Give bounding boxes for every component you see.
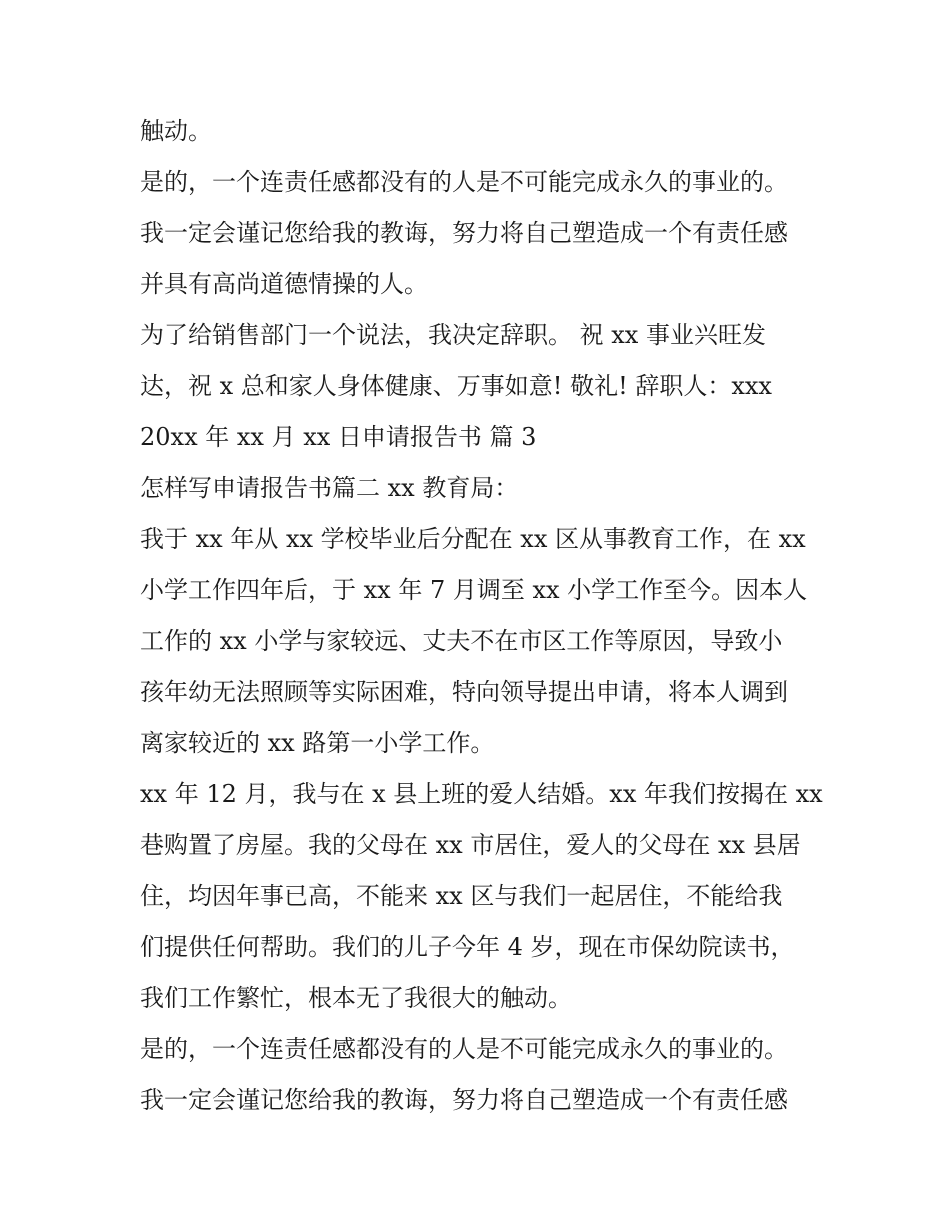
text-line: 20xx 年 xx 月 xx 日申请报告书 篇 3 (140, 423, 537, 451)
text-line: 我一定会谨记您给我的教诲，努力将自己塑造成一个有责任感 (140, 1086, 788, 1114)
text-line: xx 年 12 月，我与在 x 县上班的爱人结婚。xx 年我们按揭在 xx (140, 780, 823, 808)
text-line: 小学工作四年后，于 xx 年 7 月调至 xx 小学工作至今。因本人 (140, 576, 808, 604)
text-line: 孩年幼无法照顾等实际困难，特向领导提出申请，将本人调到 (140, 678, 788, 706)
text-line: 巷购置了房屋。我的父母在 xx 市居住，爱人的父母在 xx 县居 (140, 831, 801, 859)
text-line: 达，祝 x 总和家人身体健康、万事如意! 敬礼! 辞职人：xxx (140, 372, 772, 400)
text-line: 我一定会谨记您给我的教诲，努力将自己塑造成一个有责任感 (140, 219, 788, 247)
text-line: 我于 xx 年从 xx 学校毕业后分配在 xx 区从事教育工作，在 xx (140, 525, 806, 553)
document-body (140, 106, 830, 1126)
text-line: 们提供任何帮助。我们的儿子今年 4 岁，现在市保幼院读书， (140, 933, 795, 961)
text-line: 怎样写申请报告书篇二 xx 教育局： (140, 474, 519, 502)
text-line: 离家较近的 xx 路第一小学工作。 (140, 729, 495, 757)
text-line: 是的，一个连责任感都没有的人是不可能完成永久的事业的。 (140, 1035, 788, 1063)
text-line: 我们工作繁忙，根本无了我很大的触动。 (140, 984, 572, 1012)
text-line: 工作的 xx 小学与家较远、丈夫不在市区工作等原因，导致小 (140, 627, 783, 655)
text-line: 住，均因年事已高，不能来 xx 区与我们一起居住，不能给我 (140, 882, 783, 910)
text-line: 触动。 (140, 117, 212, 145)
text-line: 为了给销售部门一个说法，我决定辞职。 祝 xx 事业兴旺发 (140, 321, 766, 349)
text-line: 并具有高尚道德情操的人。 (140, 270, 428, 298)
text-line: 是的，一个连责任感都没有的人是不可能完成永久的事业的。 (140, 168, 788, 196)
